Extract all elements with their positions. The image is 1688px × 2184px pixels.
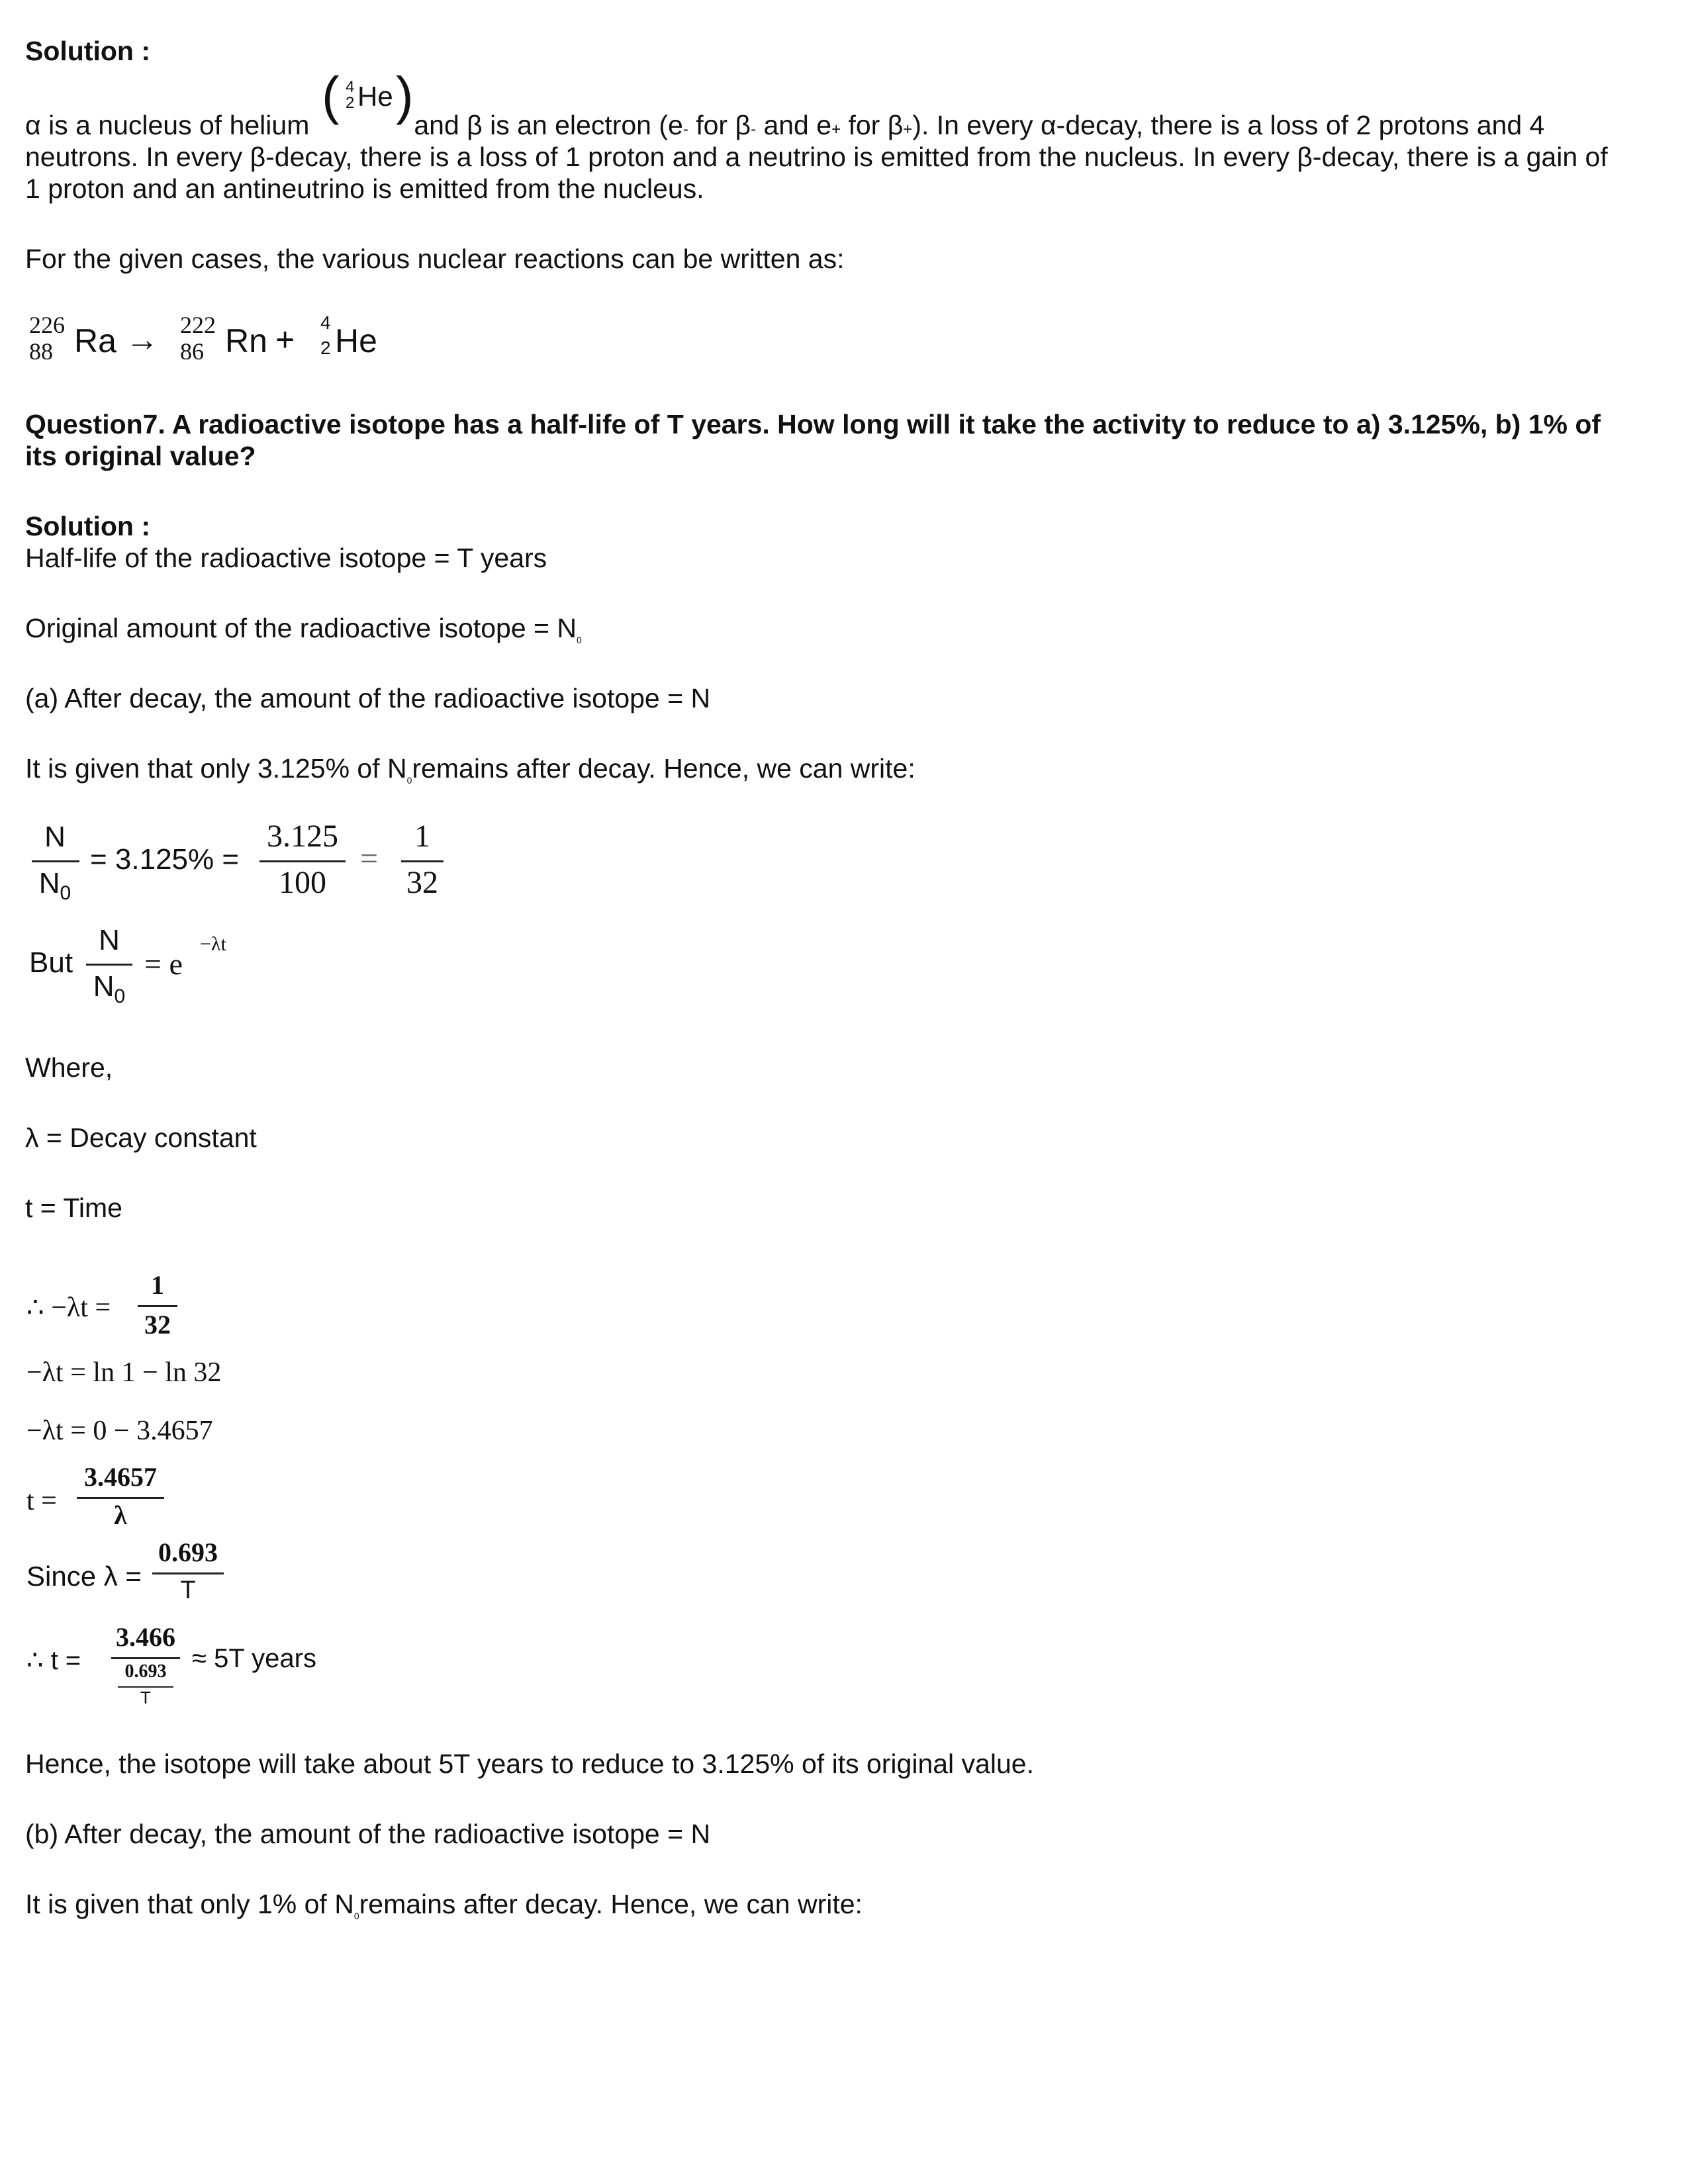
eq2-numerator: N: [99, 924, 120, 956]
radium-mass-number: 226: [29, 312, 65, 338]
step5-bar: [152, 1572, 224, 1574]
after-decay-b-line: (b) After decay, the amount of the radioactive isotope = N: [25, 1819, 711, 1849]
time-definition: t = Time: [25, 1193, 122, 1223]
step6-bar: [111, 1657, 180, 1659]
eq1-denominator: $N_0$: [38, 867, 71, 904]
helium-element-symbol: He: [357, 81, 393, 112]
step6-rhs: ≈ 5T years: [192, 1644, 316, 1673]
alpha-paragraph-line2: neutrons. In every β-decay, there is a loss of 1 proton and a neutrino is emitted from the nucleus. In every β-decay, there is a gain of: [25, 142, 1608, 172]
given-a-line: It is given that only 3.125% of $N_0remains$ after decay. Hence, we can write:: [25, 753, 915, 786]
step1-bar: [138, 1305, 177, 1307]
step6-inner-numerator: 0.693: [124, 1661, 167, 1682]
eq1-middle: = 3.125% =: [90, 843, 240, 876]
radon-mass-number: 222: [180, 312, 216, 338]
alpha-paragraph-line1: α is a nucleus of helium and β is an electron (e- for β- and e+ for β+). In every α-decay, there is a loss of 2 protons and 4: [25, 110, 1545, 140]
half-life-line: Half-life of the radioactive isotope = T years: [25, 543, 547, 573]
helium-symbol-reaction: He: [335, 322, 377, 359]
eq1-f3-numerator: 1: [414, 819, 430, 854]
helium-atomic-number: 2: [346, 94, 355, 112]
arrow: →: [126, 321, 159, 358]
original-amount-line: Original amount of the radioactive isotope = $N_0$: [25, 613, 582, 646]
step5-numerator: 0.693: [158, 1537, 218, 1567]
step4-numerator: 3.4657: [84, 1462, 157, 1492]
radon-symbol: Rn: [225, 322, 267, 359]
step2-equation: −λt = ln 1 − ln 32: [26, 1357, 222, 1388]
eq1-f2-bar: [259, 860, 346, 862]
eq2-but: But: [29, 946, 73, 979]
eq1-f3-denominator: 32: [406, 865, 438, 900]
helium-left-paren: (: [322, 66, 340, 125]
helium-mass-number: 4: [346, 78, 355, 96]
helium-atomic-number-reaction: 2: [320, 338, 331, 358]
question7-line1: Question7. A radioactive isotope has a half-life of T years. How long will it take the activity to reduce to a) 3.125%, b) 1% of: [25, 409, 1601, 439]
eq1-equals: =: [360, 841, 379, 876]
eq1-numerator: N: [44, 821, 66, 853]
after-decay-a-line: (a) After decay, the amount of the radioactive isotope = N: [25, 683, 711, 713]
step6-inner-denominator: T: [140, 1688, 151, 1707]
step5-lhs: Since λ =: [26, 1561, 142, 1592]
step1-lhs: ∴ −λt =: [26, 1293, 111, 1323]
conclusion-a: Hence, the isotope will take about 5T years to reduce to 3.125% of its original value.: [25, 1749, 1034, 1779]
step4-bar: [77, 1497, 164, 1499]
step3-equation: −λt = 0 − 3.4657: [26, 1416, 213, 1446]
solution-heading: Solution :: [25, 36, 151, 66]
plus-sign: +: [275, 321, 295, 358]
eq2-denominator: $N_0$: [93, 970, 126, 1007]
eq2-fraction-bar: [86, 964, 132, 966]
radium-symbol: Ra: [74, 322, 117, 359]
step4-lhs: t =: [26, 1486, 57, 1516]
given-b-line: It is given that only 1% of $N_0remains$ after decay. Hence, we can write:: [25, 1889, 863, 1922]
eq2-exponent: −λt: [200, 933, 226, 955]
radon-atomic-number: 86: [180, 338, 204, 365]
question7-line2: its original value?: [25, 441, 256, 471]
step4-denominator: λ: [114, 1500, 127, 1530]
helium-right-paren: ): [396, 66, 414, 125]
where-line: Where,: [25, 1052, 113, 1083]
alpha-paragraph-line3: 1 proton and an antineutrino is emitted from the nucleus.: [25, 173, 704, 204]
step1-numerator: 1: [151, 1270, 164, 1300]
cases-line: For the given cases, the various nuclear reactions can be written as:: [25, 244, 845, 274]
radium-atomic-number: 88: [29, 338, 53, 365]
eq2-equals-e: = e: [144, 947, 183, 981]
step5-denominator: T: [180, 1576, 196, 1604]
solution-heading-2: Solution :: [25, 511, 151, 541]
eq1-f2-numerator: 3.125: [267, 819, 338, 854]
step1-denominator: 32: [144, 1310, 171, 1340]
step6-lhs: ∴ t =: [26, 1646, 81, 1675]
lambda-definition: λ = Decay constant: [25, 1122, 257, 1153]
helium-mass-number-reaction: 4: [320, 312, 331, 333]
eq1-fraction-bar: [32, 860, 79, 862]
eq1-f3-bar: [401, 860, 444, 862]
step6-numerator: 3.466: [116, 1622, 175, 1652]
eq1-f2-denominator: 100: [279, 865, 326, 900]
